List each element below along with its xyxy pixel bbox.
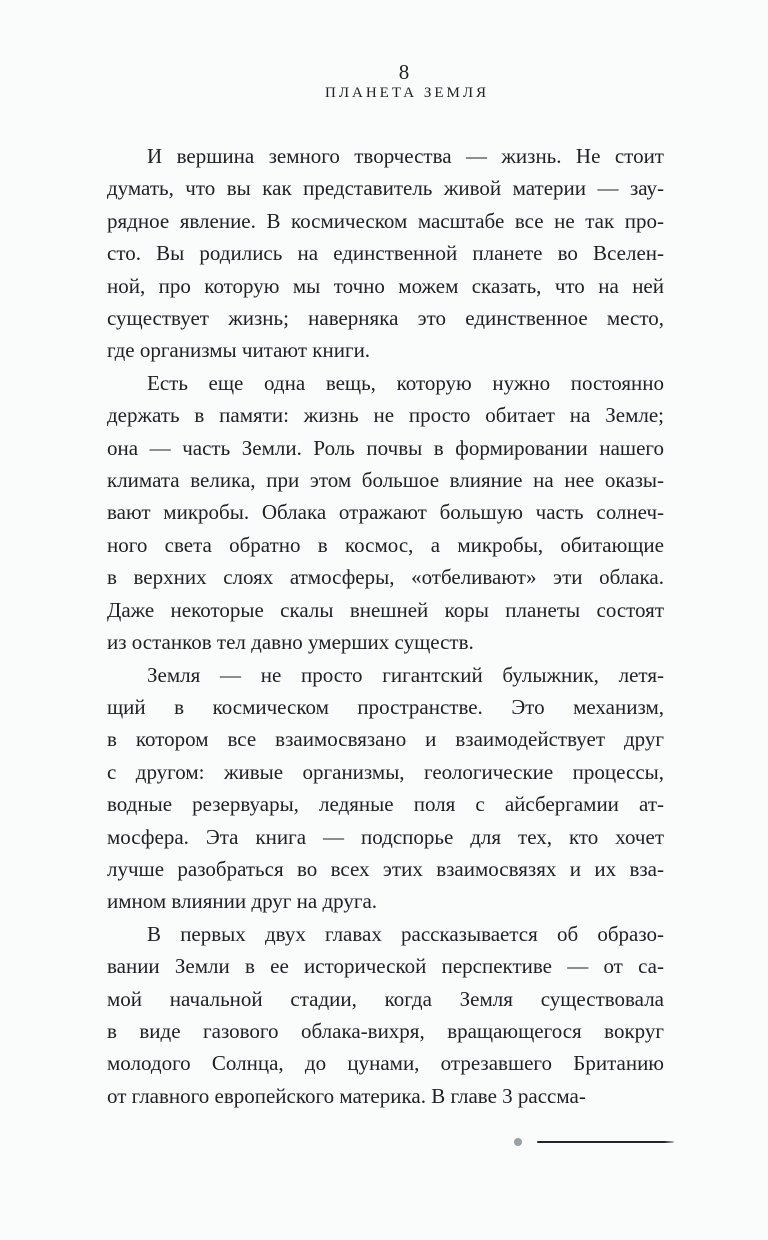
- text-line: щий в космическом пространстве. Это механизм,: [107, 694, 664, 719]
- text-line: Есть еще одна вещь, которую нужно постоянно: [147, 370, 664, 395]
- text-line: молодого Солнца, до цунами, отрезавшего Британию: [107, 1051, 664, 1076]
- progress-indicator[interactable]: [505, 1130, 685, 1154]
- text-line: ной, про которую мы точно можем сказать, что на ней: [107, 273, 664, 298]
- text-line: климата велика, при этом большое влияние на нее оказы-: [107, 468, 664, 493]
- text-line: водные резервуары, ледяные поля с айсбергамии ат-: [107, 792, 664, 817]
- page-number: 8: [398, 60, 410, 84]
- text-line: мосфера. Эта книга — подспорье для тех, кто хочет: [107, 824, 664, 849]
- text-line: лучше разобраться во всех этих взаимосвязях и их вза-: [107, 856, 664, 881]
- text-line: В первых двух главах рассказывается об образо-: [147, 921, 664, 946]
- text-line: от главного европейского материка. В главе 3 рассма-: [107, 1083, 586, 1108]
- text-line: имном влиянии друг на друга.: [107, 889, 378, 914]
- text-line: мой начальной стадии, когда Земля существовала: [107, 986, 664, 1011]
- text-line: сто. Вы родились на единственной планете во Вселен-: [107, 241, 664, 266]
- text-line: в котором все взаимосвязано и взаимодействует друг: [107, 727, 664, 752]
- book-title-running-head: ПЛАНЕТА ЗЕМЛЯ: [324, 85, 490, 101]
- text-line: вают микробы. Облака отражают большую часть солнеч-: [107, 500, 664, 525]
- text-line: где организмы читают книги.: [107, 338, 371, 363]
- text-line: из останков тел давно умерших существ.: [107, 630, 474, 655]
- text-line: с другом: живые организмы, геологические процессы,: [107, 759, 664, 784]
- text-line: думать, что вы как представитель живой материи — зау-: [107, 176, 664, 201]
- text-line: она — часть Земли. Роль почвы в формировании нашего: [107, 435, 664, 460]
- text-line: в виде газового облака-вихря, вращающегося вокруг: [107, 1018, 664, 1043]
- text-line: Земля — не просто гигантский булыжник, летя-: [147, 662, 664, 687]
- progress-line: [537, 1141, 674, 1143]
- text-line: существует жизнь; наверняка это единственное место,: [107, 306, 664, 331]
- text-line: И вершина земного творчества — жизнь. Не стоит: [147, 144, 664, 168]
- text-line: держать в памяти: жизнь не просто обитает на Земле;: [107, 403, 664, 428]
- text-line: вании Земли в ее исторической перспективе — от са-: [107, 954, 664, 979]
- text-line: в верхних слоях атмосферы, «отбеливают» эти облака.: [107, 565, 664, 590]
- progress-dot: [514, 1138, 522, 1146]
- text-line: ного света обратно в космос, а микробы, обитающие: [107, 532, 664, 557]
- text-line: рядное явление. В космическом масштабе все не так про-: [107, 208, 664, 233]
- text-line: Даже некоторые скалы внешней коры планеты состоят: [107, 597, 664, 622]
- page-text: [107, 140, 664, 1112]
